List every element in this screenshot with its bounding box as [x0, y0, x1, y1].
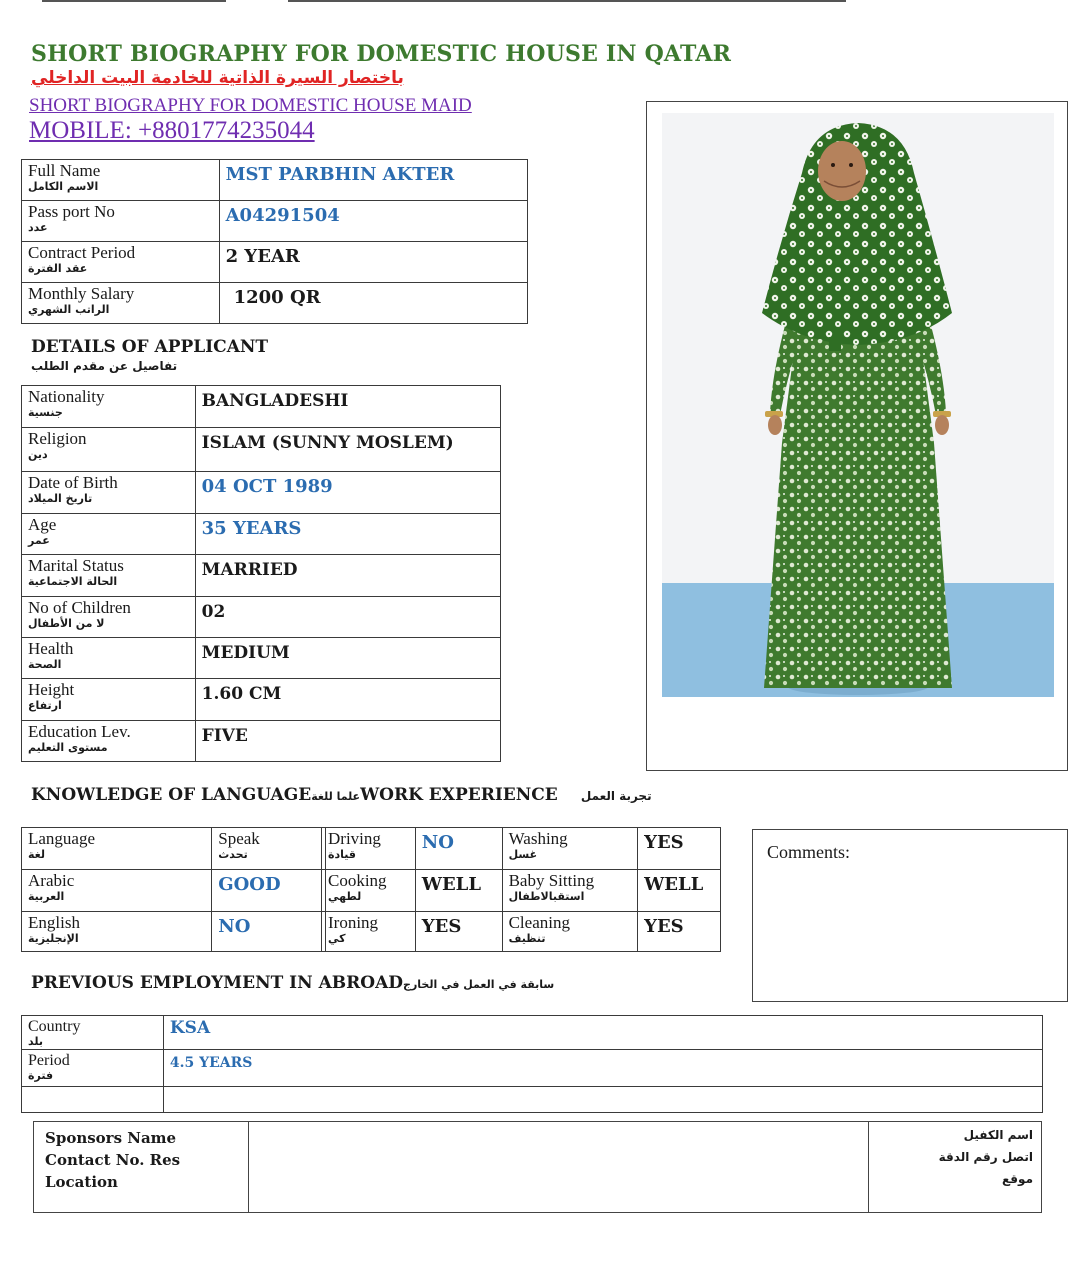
value-cell — [219, 283, 527, 324]
label-salary: Monthly Salary — [28, 284, 135, 303]
table-row — [322, 870, 721, 912]
comments-box — [752, 829, 1068, 1002]
photo-frame — [646, 101, 1068, 771]
label-education: Education Lev. — [28, 722, 131, 741]
table-row — [22, 283, 528, 324]
label-health: Health — [28, 639, 74, 658]
table-row — [22, 160, 528, 201]
value-cell — [212, 912, 326, 952]
value-cell — [195, 721, 500, 762]
value-cell — [195, 638, 500, 679]
applicant-photo-illustration — [662, 113, 1054, 697]
language-english-ar: الإنجليزية — [28, 932, 79, 945]
language-english: English — [28, 913, 80, 932]
table-row — [322, 912, 721, 952]
comments-label: Comments: — [767, 842, 851, 862]
label-religion-arabic: دين — [28, 448, 48, 461]
work-driving-arabic: قيادة — [328, 848, 356, 861]
language-arabic: Arabic — [28, 871, 75, 890]
knowledge-work-heading — [31, 785, 652, 805]
table-row — [22, 638, 501, 679]
work-washing-arabic: غسل — [508, 848, 538, 861]
value-cell — [212, 870, 326, 912]
value-education: FIVE — [201, 726, 248, 746]
label-education-arabic: مستوى التعليم — [28, 741, 108, 754]
value-cell — [219, 201, 527, 242]
value-cell — [415, 870, 502, 912]
label-cell — [22, 870, 212, 912]
applicant-details-table — [21, 385, 501, 762]
label-cell — [22, 1050, 164, 1087]
label-period: Period — [28, 1052, 70, 1069]
previous-employment-table — [21, 1015, 1043, 1113]
top-edge-left — [42, 0, 226, 2]
details-heading — [31, 337, 268, 373]
table-row — [22, 242, 528, 283]
table-row — [22, 828, 326, 870]
label-height: Height — [28, 680, 75, 699]
value-contract: 2 YEAR — [225, 246, 300, 267]
label-cell — [22, 1087, 164, 1113]
label-dob-arabic: تاريخ الميلاد — [28, 492, 93, 505]
label-cell — [322, 828, 416, 870]
applicant-photo — [662, 113, 1054, 697]
work-washing-value: YES — [644, 832, 684, 853]
label-country-arabic: بلد — [28, 1035, 43, 1048]
work-ironing-arabic: كي — [328, 932, 346, 945]
value-period: 4.5 YEARS — [169, 1055, 253, 1071]
basic-info-table — [21, 159, 528, 324]
sponsor-contact-arabic: اتصل رقم الدقة — [938, 1150, 1033, 1164]
work-experience-table — [321, 827, 721, 952]
work-driving-value: NO — [421, 832, 454, 853]
label-cell — [322, 912, 416, 952]
label-age-arabic: عمر — [28, 534, 50, 547]
label-religion: Religion — [28, 429, 87, 448]
table-row — [22, 472, 501, 514]
label-height-arabic: ارتفاع — [28, 699, 62, 712]
label-marital-arabic: الحالة الاجتماعية — [28, 575, 118, 588]
value-health: MEDIUM — [201, 643, 290, 663]
page-title: SHORT BIOGRAPHY FOR DOMESTIC HOUSE IN QATAR — [31, 41, 732, 67]
label-cell — [22, 386, 196, 428]
label-cell — [22, 597, 196, 638]
mobile-number: MOBILE: +8801774235044 — [29, 117, 315, 144]
label-full-name-arabic: الاسم الكامل — [28, 180, 99, 193]
label-cell — [22, 912, 212, 952]
previous-heading-arabic: سابقة في العمل في الخارج — [403, 978, 555, 991]
label-period-arabic: فترة — [28, 1069, 54, 1082]
value-cell — [195, 472, 500, 514]
label-cell — [22, 555, 196, 597]
work-ironing: Ironing — [328, 913, 379, 932]
work-cleaning: Cleaning — [508, 913, 570, 932]
value-cell — [195, 679, 500, 721]
table-row — [322, 828, 721, 870]
label-nationality: Nationality — [28, 387, 105, 406]
sponsor-location-label: Location — [45, 1173, 118, 1191]
work-heading: WORK EXPERIENCE — [360, 785, 558, 805]
label-cell — [22, 1016, 164, 1050]
label-cell — [22, 828, 212, 870]
work-cooking-value: WELL — [421, 874, 481, 895]
value-salary: 1200 QR — [233, 287, 321, 308]
work-cleaning-value: YES — [644, 916, 684, 937]
work-cooking: Cooking — [328, 871, 387, 890]
label-cell — [22, 160, 220, 201]
value-cell — [638, 870, 721, 912]
label-cell — [322, 870, 416, 912]
label-nationality-arabic: جنسية — [28, 406, 63, 419]
value-cell — [415, 828, 502, 870]
table-row — [22, 386, 501, 428]
work-baby-sitting-arabic: استقبالاطفال — [508, 890, 585, 903]
label-cell — [22, 242, 220, 283]
value-height: 1.60 CM — [201, 684, 282, 704]
label-marital: Marital Status — [28, 556, 124, 575]
label-cell — [22, 472, 196, 514]
label-children: No of Children — [28, 598, 131, 617]
label-cell — [22, 638, 196, 679]
level-english: NO — [218, 916, 251, 937]
label-health-arabic: الصحة — [28, 658, 62, 671]
label-cell — [502, 912, 638, 952]
value-country: KSA — [169, 1018, 211, 1038]
table-row — [22, 514, 501, 555]
label-salary-arabic: الراتب الشهري — [28, 303, 110, 316]
page-subtitle: SHORT BIOGRAPHY FOR DOMESTIC HOUSE MAID — [29, 95, 472, 116]
value-cell — [219, 160, 527, 201]
table-row — [22, 1016, 1043, 1050]
top-edge-right — [288, 0, 846, 2]
label-cell — [22, 514, 196, 555]
label-country: Country — [28, 1018, 81, 1035]
sponsor-name-label: Sponsors Name — [45, 1129, 177, 1147]
table-row — [22, 555, 501, 597]
work-washing: Washing — [508, 829, 568, 848]
sponsor-contact-label: Contact No. Res — [45, 1151, 181, 1169]
value-cell — [163, 1016, 1042, 1050]
language-header: Language — [28, 829, 96, 848]
value-cell — [163, 1087, 1042, 1113]
level-arabic: GOOD — [218, 874, 281, 895]
value-cell — [163, 1050, 1042, 1087]
label-cell — [22, 679, 196, 721]
sponsor-divider-1 — [248, 1122, 249, 1212]
value-marital: MARRIED — [201, 560, 298, 580]
language-table — [21, 827, 326, 952]
label-cell — [22, 283, 220, 324]
label-cell — [502, 870, 638, 912]
speak-header-arabic: تحدث — [218, 848, 248, 861]
details-heading-arabic: تفاصيل عن مقدم الطلب — [31, 359, 178, 373]
language-arabic-ar: العربية — [28, 890, 65, 903]
label-cell — [502, 828, 638, 870]
table-row — [22, 679, 501, 721]
work-heading-arabic: تجربة العمل — [580, 789, 652, 803]
label-passport: Pass port No — [28, 202, 115, 221]
work-cooking-arabic: لطهي — [328, 890, 362, 903]
speak-header: Speak — [218, 829, 260, 848]
label-cell — [22, 428, 196, 472]
value-children: 02 — [201, 602, 226, 622]
previous-employment-heading — [31, 973, 554, 993]
work-cleaning-arabic: تنظيف — [508, 932, 546, 945]
value-cell — [195, 514, 500, 555]
sponsor-location-arabic: موقع — [1001, 1172, 1033, 1186]
value-age: 35 YEARS — [201, 518, 302, 539]
value-nationality: BANGLADESHI — [201, 391, 349, 411]
work-ironing-value: YES — [421, 916, 462, 937]
knowledge-heading-arabic: علما للغة — [311, 790, 361, 803]
label-cell — [22, 201, 220, 242]
table-row — [22, 870, 326, 912]
work-baby-sitting: Baby Sitting — [508, 871, 595, 890]
sponsor-name-arabic: اسم الكفيل — [963, 1128, 1033, 1142]
value-passport: A04291504 — [225, 205, 340, 226]
label-dob: Date of Birth — [28, 473, 118, 492]
details-rows — [22, 386, 501, 762]
knowledge-heading: KNOWLEDGE OF LANGUAGE — [31, 785, 312, 805]
work-driving: Driving — [328, 829, 381, 848]
sponsor-box — [33, 1121, 1042, 1213]
table-row — [22, 1050, 1043, 1087]
label-children-arabic: لا من الأطفال — [28, 617, 105, 630]
value-cell — [415, 912, 502, 952]
label-age: Age — [28, 515, 57, 534]
work-baby-sitting-value: WELL — [644, 874, 704, 895]
table-row — [22, 428, 501, 472]
language-header-arabic: لغة — [28, 848, 46, 861]
label-passport-arabic: عدد — [28, 221, 48, 234]
value-cell — [195, 428, 500, 472]
value-cell — [638, 912, 721, 952]
label-full-name: Full Name — [28, 161, 101, 180]
value-cell — [219, 242, 527, 283]
value-cell — [195, 597, 500, 638]
page-title-arabic: باختصار السيرة الذاتية للخادمة البيت الداخلي — [31, 68, 404, 88]
label-contract: Contract Period — [28, 243, 136, 262]
table-row — [22, 201, 528, 242]
value-dob: 04 OCT 1989 — [201, 476, 333, 497]
value-full-name: MST PARBHIN AKTER — [225, 164, 455, 185]
sponsor-divider-2 — [868, 1122, 869, 1212]
value-empty — [170, 1089, 1036, 1091]
table-row — [22, 597, 501, 638]
value-cell — [195, 386, 500, 428]
previous-heading-text: PREVIOUS EMPLOYMENT IN ABROAD — [31, 973, 404, 993]
value-cell — [638, 828, 721, 870]
details-heading-text: DETAILS OF APPLICANT — [31, 337, 269, 357]
label-contract-arabic: عقد الفترة — [28, 262, 88, 275]
label-cell — [22, 721, 196, 762]
table-row — [22, 1087, 1043, 1113]
table-row — [22, 721, 501, 762]
label-cell — [212, 828, 326, 870]
value-religion: ISLAM (SUNNY MOSLEM) — [201, 433, 454, 453]
value-cell — [195, 555, 500, 597]
table-row — [22, 912, 326, 952]
